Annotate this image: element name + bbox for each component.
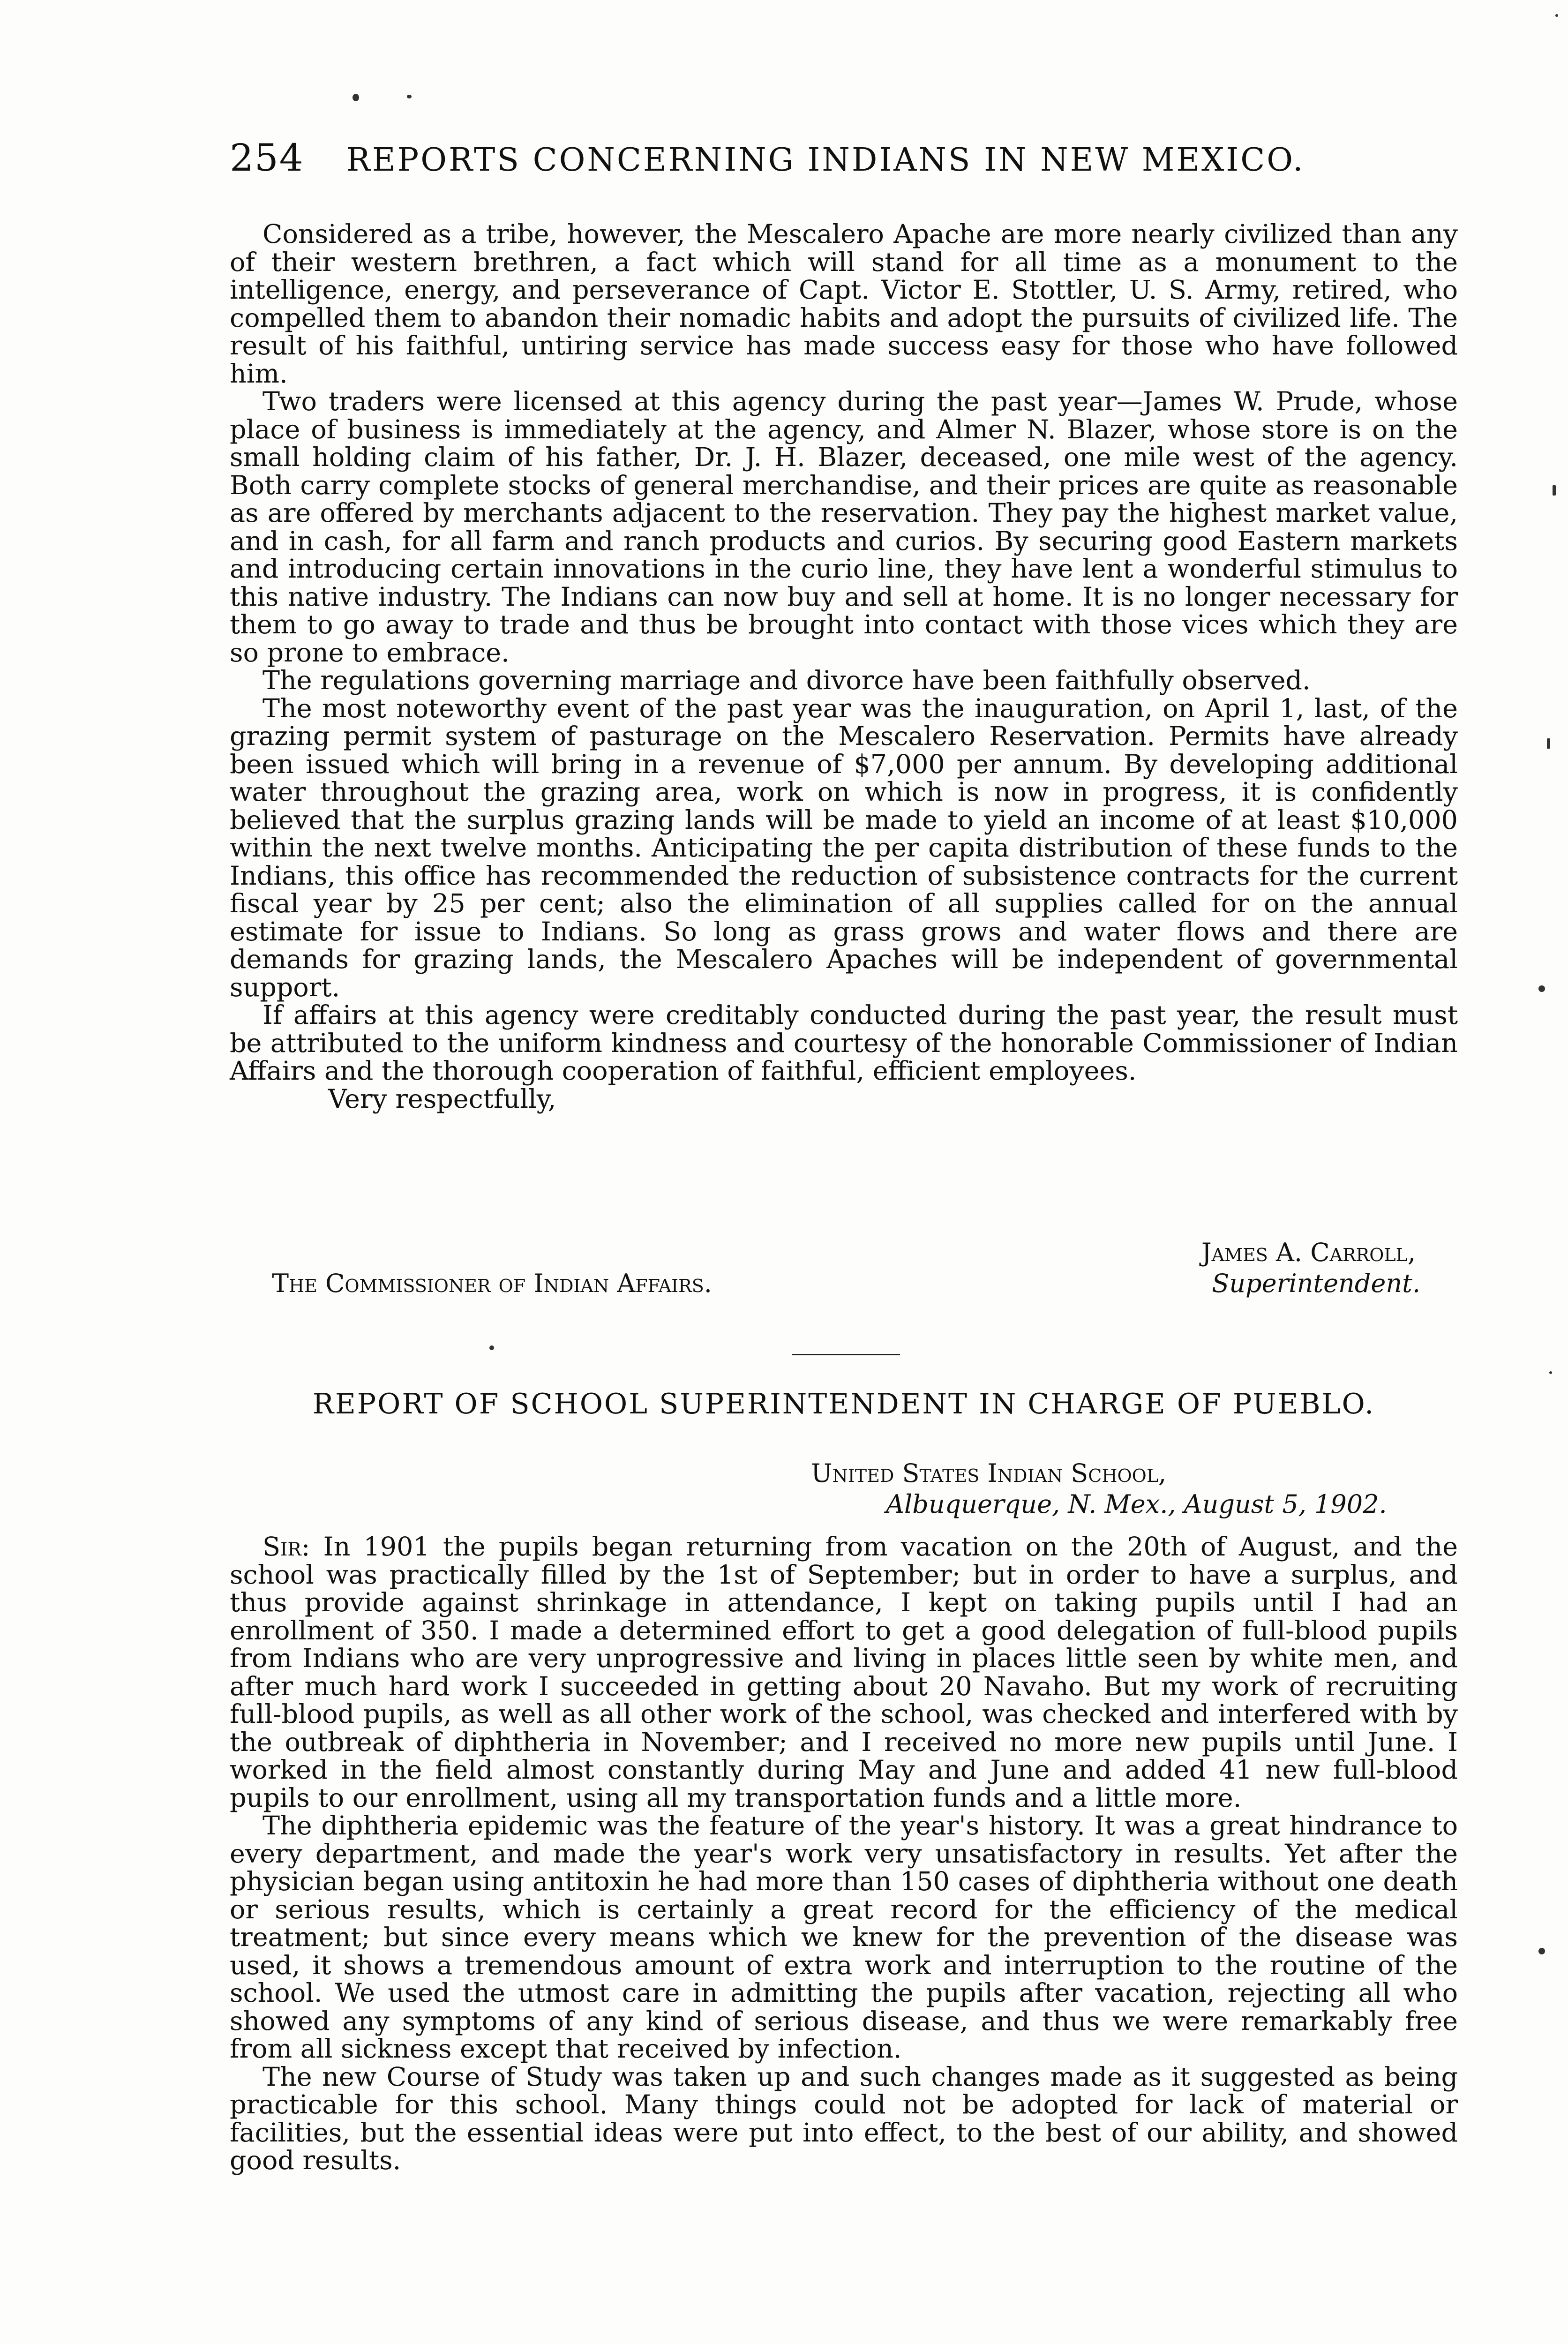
ink-speck (489, 1345, 494, 1350)
addressee: The Commissioner of Indian Affairs. (272, 1269, 712, 1298)
letterhead-place-date: Albuquerque, N. Mex., August 5, 1902. (886, 1489, 1387, 1519)
section-divider (792, 1354, 900, 1355)
report-body-part1 (230, 220, 1458, 1113)
paragraph: The most noteworthy event of the past year was the inauguration, on April 1, last, of the grazing permit system of pasturage on the Mescalero Reservation. Permits have already been issued which will bring in a revenue of $7,000 per annum. By developing additional water throughout the grazing area, work on which is now in progress, it is confidently believed that the surplus grazing lands will be made to yield an income of at least $10,000 within the next twelve months. Anticipating the per capita distribution of these funds to the Indians, this office has recommended the reduction of subsistence contracts for the current fiscal year by 25 per cent; also the elimination of all supplies called for on the annual estimate for issue to Indians. So long as grass grows and water flows and there are demands for grazing lands, the Mescalero Apaches will be independent of governmental support. (230, 693, 1458, 1003)
letterhead (811, 1458, 1387, 1520)
paragraph: The new Course of Study was taken up and such changes made as it suggested as being practicable for this school. Many things could not be adopted for lack of material or facilities, but the essential ideas were put into effect, to the best of our ability, and showed good results. (230, 2061, 1458, 2176)
closing: Very respectfully, (328, 1083, 556, 1114)
paragraph: If affairs at this agency were creditably conducted during the past year, the result must be attributed to the uniform kindness and courtesy of the honorable Commissioner of Indian Affairs and the thorough cooperation of faithful, efficient employees. (230, 1000, 1458, 1086)
ink-speck (1547, 738, 1550, 749)
ink-speck (1549, 1371, 1552, 1374)
ink-speck (353, 94, 359, 101)
paragraph: Considered as a tribe, however, the Mescalero Apache are more nearly civilized than any of their western brethren, a fact which will stand for all time as a monument to the intelligence, energy, and perseverance of Capt. Victor E. Stottler, U. S. Army, retired, who compelled them to abandon their nomadic habits and adopt the pursuits of civilized life. The result of his faithful, untiring service has made success easy for those who have followed him. (230, 219, 1458, 389)
paragraph-text: In 1901 the pupils began returning from vacation on the 20th of August, and the school was practically filled by the 1st of September; but in order to have a surplus, and thus provide against shrinkage in attendance, I kept on taking pupils until I had an enrollment of 350. I made a determined effort to get a good delegation of full-blood pupils from Indians who are very unprogressive and living in places little seen by white men, and after much hard work I succeeded in getting about 20 Navaho. But my work of recruiting full-blood pupils, as well as all other work of the school, was checked and interfered with by the outbreak of diphtheria in November; and I received no more new pupils until June. I worked in the field almost constantly during May and June and added 41 new full-blood pupils to our enrollment, using all my transportation funds and a little more. (230, 1532, 1458, 1813)
ink-speck (1553, 485, 1556, 496)
ink-speck (1538, 1948, 1545, 1954)
ink-speck (1555, 14, 1558, 17)
page-number: 254 (230, 136, 304, 180)
paragraph (230, 1533, 1458, 1812)
section-title: REPORT OF SCHOOL SUPERINTENDENT IN CHARGE OF PUEBLO. (312, 1388, 1375, 1420)
running-title: REPORTS CONCERNING INDIANS IN NEW MEXICO. (346, 142, 1305, 179)
signature-title: Superintendent. (1212, 1269, 1420, 1298)
paragraph: Two traders were licensed at this agency during the past year—James W. Prude, whose place of business is immediately at the agency, and Almer N. Blazer, whose store is on the small holding claim of his father, Dr. J. H. Blazer, deceased, one mile west of the agency. Both carry complete stocks of general merchandise, and their prices are quite as reasonable as are offered by merchants adjacent to the reservation. They pay the highest market value, and in cash, for all farm and ranch products and curios. By securing good Eastern markets and introducing certain innovations in the curio line, they have lent a wonderful stimulus to this native industry. The Indians can now buy and sell at home. It is no longer necessary for them to go away to trade and thus be brought into contact with those vices which they are so prone to embrace. (230, 386, 1458, 668)
signature-name: James A. Carroll, (1201, 1238, 1416, 1267)
ink-speck (1538, 985, 1545, 992)
report-body-part2 (230, 1533, 1458, 2175)
letterhead-institution: United States Indian School, (811, 1458, 1167, 1488)
signature-block (230, 1238, 1430, 1313)
running-header (230, 136, 1430, 188)
paragraph: The diphtheria epidemic was the feature of the year's history. It was a great hindrance to every department, and made the year's work very unsatisfactory in results. Yet after the physician began using antitoxin he had more than 150 cases of diphtheria without one death or serious results, which is certainly a great record for the efficiency of the medical treatment; but since every means which we knew for the prevention of the disease was used, it shows a tremendous amount of extra work and interruption to the routine of the school. We used the utmost care in admitting the pupils after vacation, rejecting all who showed any symptoms of any kind of serious disease, and thus we were remarkably free from all sickness except that received by infection. (230, 1811, 1458, 2064)
paragraph: The regulations governing marriage and divorce have been faithfully observed. (263, 665, 1311, 696)
ink-speck (407, 95, 412, 98)
salutation: Sir: (263, 1532, 310, 1562)
